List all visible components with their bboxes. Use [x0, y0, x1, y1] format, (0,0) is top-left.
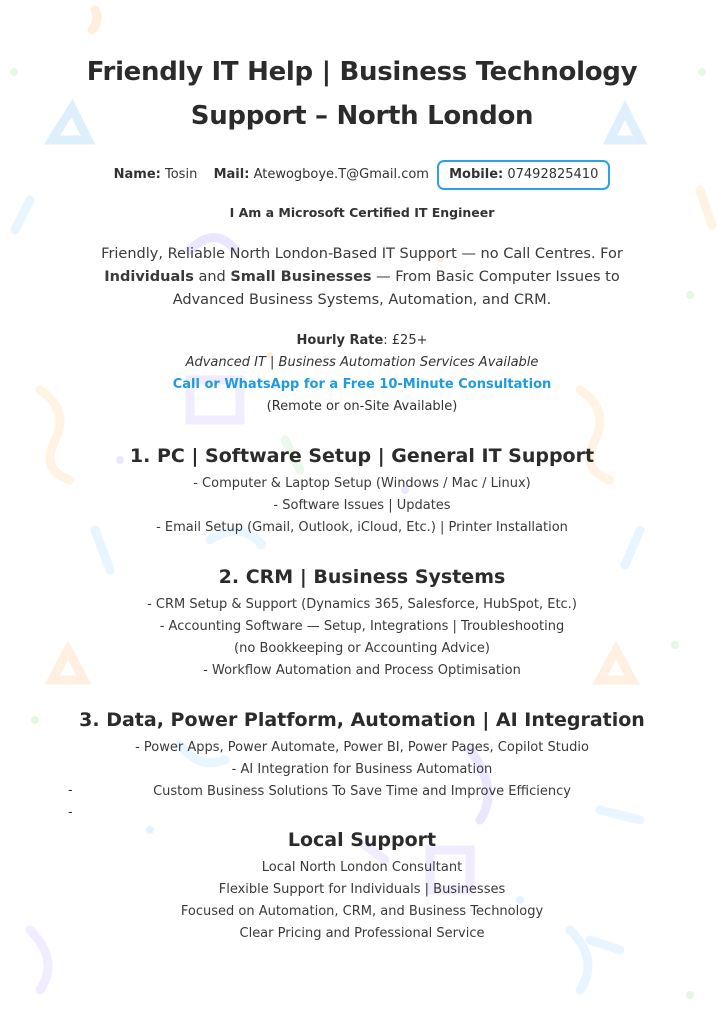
title-line-1: Friendly IT Help | Business Technology: [86, 57, 638, 87]
intro-bold-small-businesses: Small Businesses: [230, 269, 372, 285]
list-item: (no Bookkeeping or Accounting Advice): [234, 641, 490, 656]
certification-text: I Am a Microsoft Certified IT Engineer: [229, 205, 495, 220]
name-label: Name:: [113, 167, 161, 182]
list-item: Clear Pricing and Professional Service: [239, 926, 485, 941]
list-item: - Email Setup (Gmail, Outlook, iCloud, Etc.) | Printer Installation: [156, 520, 568, 535]
list-item: Focused on Automation, CRM, and Business Technology: [180, 904, 544, 919]
list-item: - Power Apps, Power Automate, Power BI, Power Pages, Copilot Studio: [135, 740, 589, 755]
contact-bar: [0, 160, 724, 190]
list-item: Local North London Consultant: [261, 860, 463, 875]
advanced-services-text: Advanced IT | Business Automation Services Available: [185, 355, 539, 370]
stroke-shape: [600, 810, 640, 820]
list-item: Custom Business Solutions To Save Time and Improve Efficiency: [153, 784, 571, 799]
list-item: - Accounting Software — Setup, Integrations | Troubleshooting: [159, 619, 565, 634]
squiggle-shape: [92, 10, 97, 30]
page-title: [0, 50, 724, 138]
intro-text-3: — From Basic Computer Issues to Advanced Business Systems, Automation, and CRM.: [172, 269, 620, 308]
dot-shape: [686, 291, 694, 299]
mobile-label: Mobile:: [449, 167, 504, 182]
list-item: - AI Integration for Business Automation: [231, 762, 493, 777]
dot-shape: [686, 991, 694, 999]
list-item: - Software Issues | Updates: [273, 498, 451, 513]
name-value: Tosin: [165, 167, 198, 182]
list-item: - Workflow Automation and Process Optimisation: [203, 663, 521, 678]
title-line-2: Support – North London: [190, 101, 534, 131]
section-heading-pc-support: 1. PC | Software Setup | General IT Support: [129, 445, 595, 467]
intro-text-2: and: [193, 269, 231, 285]
intro-bold-individuals: Individuals: [104, 269, 194, 285]
call-to-action: Call or WhatsApp for a Free 10-Minute Consultation: [172, 377, 552, 392]
section-heading-crm: 2. CRM | Business Systems: [218, 566, 506, 588]
stray-dash: -: [68, 783, 73, 798]
list-item: Flexible Support for Individuals | Businesses: [218, 882, 506, 897]
list-item: - Computer & Laptop Setup (Windows / Mac / Linux): [193, 476, 531, 491]
mail-label: Mail:: [213, 167, 250, 182]
section-heading-data-automation: 3. Data, Power Platform, Automation | AI Integration: [79, 709, 645, 731]
mail-link[interactable]: Atewogboye.T@Gmail.com: [253, 167, 429, 182]
section-heading-local-support: Local Support: [287, 829, 437, 851]
remote-availability: (Remote or on-Site Available): [266, 399, 458, 414]
mobile-value: 07492825410: [507, 167, 599, 182]
rate-value: : £25+: [383, 333, 428, 348]
list-item: - CRM Setup & Support (Dynamics 365, Salesforce, HubSpot, Etc.): [147, 597, 577, 612]
hourly-rate: [0, 333, 724, 348]
intro-text-1: Friendly, Reliable North London-Based IT Support — no Call Centres. For: [101, 246, 623, 262]
rate-label: Hourly Rate: [296, 333, 384, 348]
mobile-box[interactable]: [437, 160, 610, 190]
intro-paragraph: [70, 243, 654, 312]
stray-dash: -: [68, 805, 73, 820]
